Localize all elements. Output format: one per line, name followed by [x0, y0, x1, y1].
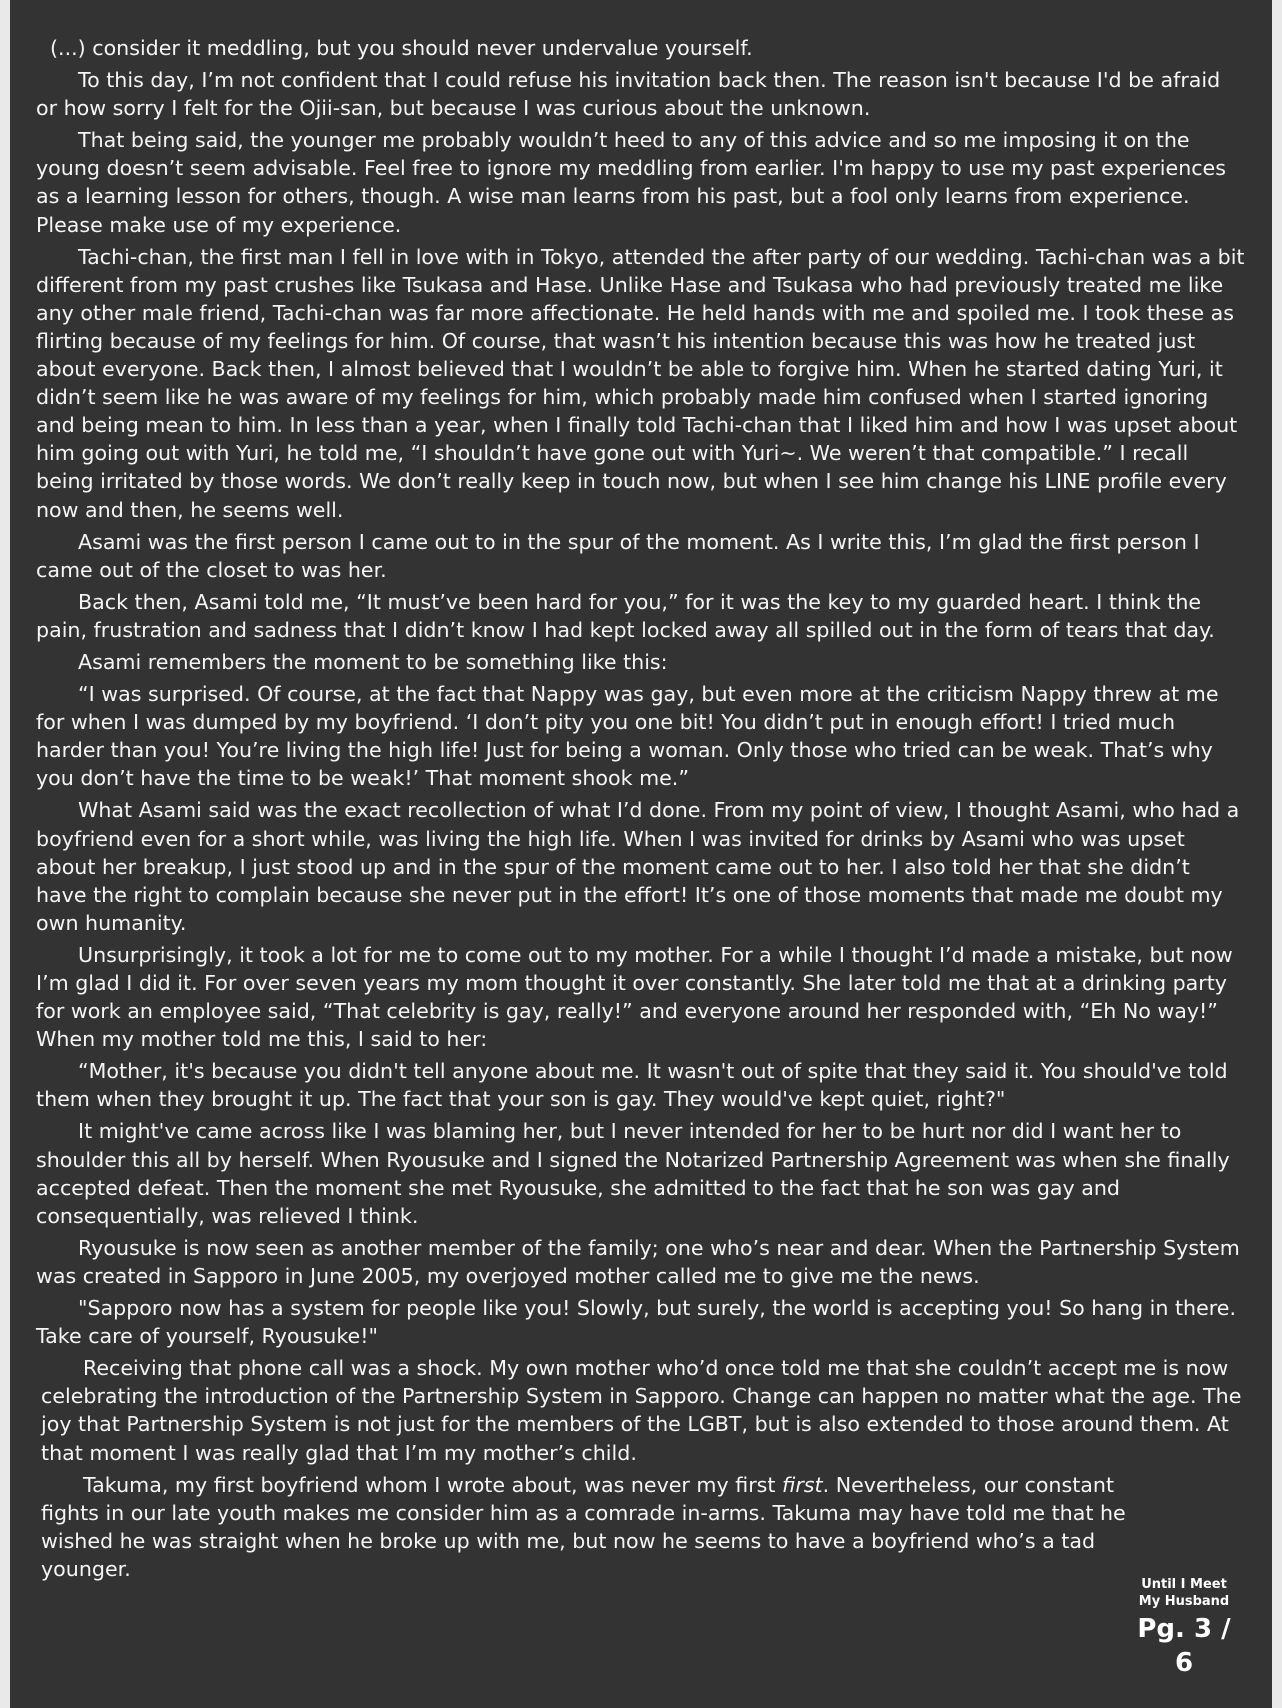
paragraph-16	[36, 1471, 1141, 1583]
paragraph-2: To this day, I’m not confident that I could refuse his invitation back then. The reason isn't because I'd be afraid or how sorry I felt for the Ojii-san, but because I was curious about the unknown.	[36, 68, 1221, 121]
paragraph-7: Asami remembers the moment to be something like this:	[78, 649, 668, 674]
paragraph-6: Back then, Asami told me, “It must’ve been hard for you,” for it was the key to my guarded heart. I think the pain, frustration and sadness that I didn’t know I had kept locked away all spilled out in the form of tears that day.	[36, 589, 1215, 642]
paragraph-5: Asami was the first person I came out to in the spur of the moment. As I write this, I’m glad the first person I came out of the closet to was her.	[36, 529, 1200, 582]
paragraph-14: "Sapporo now has a system for people like you! Slowly, but surely, the world is accepting you! So hang in there. Take care of yourself, Ryousuke!"	[36, 1296, 1236, 1349]
paragraph-15: Receiving that phone call was a shock. My own mother who’d once told me that she couldn’t accept me is now celebrating the introduction of the Partnership System in Sapporo. Change can happen no matter what the age. The joy that Partnership System is not just for the members of the LGBT, but is also extended to those around them. At that moment I was really glad that I’m my mother’s child.	[41, 1356, 1242, 1465]
book-title-line-1: Until I Meet	[1141, 1577, 1227, 1592]
page-footer	[1124, 1576, 1244, 1680]
book-title-line-2: My Husband	[1138, 1594, 1230, 1609]
paragraph-1: (...) consider it meddling, but you should never undervalue yourself.	[50, 36, 753, 60]
page-number: Pg. 3 / 6	[1137, 1614, 1231, 1678]
page-text	[36, 34, 1246, 1587]
paragraph-12: It might've came across like I was blaming her, but I never intended for her to be hurt nor did I want her to shoulder this all by herself. When Ryousuke and I signed the Notarized Partnership Agreement was when she finally accepted defeat. Then the moment she met Ryousuke, she admitted to the fact that he son was gay and consequentially, was relieved I think.	[36, 1119, 1230, 1228]
paragraph-10: Unsurprisingly, it took a lot for me to come out to my mother. For a while I thought I’d made a mistake, but now I’m glad I did it. For over seven years my mom thought it over constantly. She later told me that at a drinking party for work an employee said, “That celebrity is gay, really!” and everyone around her responded with, “Eh No way!” When my mother told me this, I said to her:	[36, 942, 1233, 1052]
paragraph-11: “Mother, it's because you didn't tell anyone about me. It wasn't out of spite that they said it. You should've told them when they brought it up. The fact that your son is gay. They would've kept quiet, right?"	[36, 1059, 1228, 1112]
emphasis-first: first	[782, 1472, 823, 1497]
paragraph-16-start: Takuma, my first boyfriend whom I wrote about, was never my first	[83, 1472, 783, 1497]
paragraph-13: Ryousuke is now seen as another member of the family; one who’s near and dear. When the Partnership System was created in Sapporo in June 2005, my overjoyed mother called me to give me the news.	[36, 1235, 1240, 1288]
paragraph-4: Tachi-chan, the first man I fell in love with in Tokyo, attended the after party of our wedding. Tachi-chan was a bit different from my past crushes like Tsukasa and Hase. Unlike Hase and Tsukasa who had previously treated me like any other male friend, Tachi-chan was far more affectionate. He held hands with me and spoiled me. I took these as flirting because of my feelings for him. Of course, that wasn’t his intention because this was how he treated just about everyone. Back then, I almost believed that I wouldn’t be able to forgive him. When he started dating Yuri, it didn’t seem like he was aware of my feelings for him, which probably made him confused when I started ignoring and being mean to him. In less than a year, when I finally told Tachi-chan that I liked him and how I was upset about him going out with Yuri, he told me, “I shouldn’t have gone out with Yuri~. We weren’t that compatible.” I recall being irritated by those words. We don’t really keep in touch now, but when I see him change his LINE profile every now and then, he seems well.	[36, 244, 1245, 522]
paragraph-16-end: . Nevertheless, our constant fights in our late youth makes me consider him as a comrade in-arms. Takuma may have told me that he wished he was straight when he broke up with me, but now he seems to have a boyfriend who’s a tad younger.	[41, 1472, 1126, 1581]
document-page	[10, 0, 1272, 1708]
paragraph-3: That being said, the younger me probably wouldn’t heed to any of this advice and so me imposing it on the young doesn’t seem advisable. Feel free to ignore my meddling from earlier. I'm happy to use my past experiences as a learning lesson for others, though. A wise man learns from his past, but a fool only learns from experience. Please make use of my experience.	[36, 128, 1226, 237]
paragraph-8: “I was surprised. Of course, at the fact that Nappy was gay, but even more at the criticism Nappy threw at me for when I was dumped by my boyfriend. ‘I don’t pity you one bit! You didn’t put in enough effort! I tried much harder than you! You’re living the high life! Just for being a woman. Only those who tried can be weak. That’s why you don’t have the time to be weak!’ That moment shook me.”	[36, 682, 1219, 791]
paragraph-9: What Asami said was the exact recollection of what I’d done. From my point of view, I thought Asami, who had a boyfriend even for a short while, was living the high life. When I was invited for drinks by Asami who was upset about her breakup, I just stood up and in the spur of the moment came out to her. I also told her that she didn’t have the right to complain because she never put in the effort! It’s one of those moments that made me doubt my own humanity.	[36, 798, 1240, 935]
